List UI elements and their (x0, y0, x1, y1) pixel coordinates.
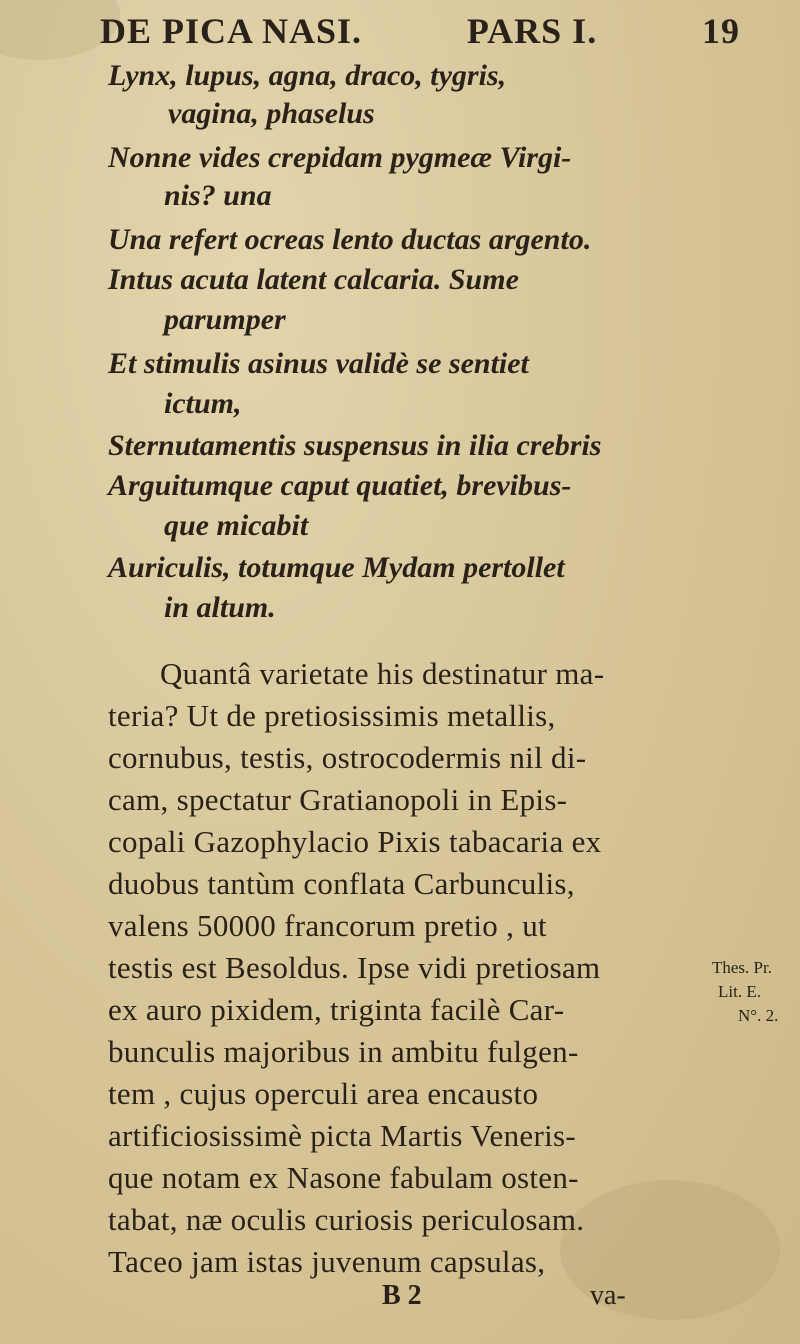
margin-note: Lit. E. (718, 982, 761, 1001)
running-title: DE PICA NASI. (100, 11, 363, 51)
prose-line: duobus tantùm conflata Carbunculis, (108, 866, 575, 901)
verse-line: Lynx, lupus, agna, draco, tygris, (108, 59, 507, 92)
verse-line: Una refert ocreas lento ductas argento. (108, 223, 592, 256)
signature-mark: B 2 (382, 1280, 422, 1311)
margin-note: Thes. Pr. (712, 958, 772, 977)
verse-line: vagina, phaselus (168, 97, 375, 130)
verse-line: Nonne vides crepidam pygmeæ Virgi- (108, 141, 572, 174)
verse-line: Arguitumque caput quatiet, brevibus- (108, 469, 572, 502)
prose-line: cam, spectatur Gratianopoli in Epis- (108, 782, 568, 817)
prose-line: ex auro pixidem, triginta facilè Car- (108, 992, 565, 1027)
verse-line: in altum. (164, 591, 276, 624)
verse-line: parumper (164, 303, 286, 336)
prose-line: bunculis majoribus in ambitu fulgen- (108, 1034, 579, 1069)
verse-line: nis? una (164, 179, 272, 212)
prose-line: testis est Besoldus. Ipse vidi pretiosam (108, 950, 601, 985)
verse-line: ictum, (164, 387, 242, 420)
prose-line: Taceo jam istas juvenum capsulas, (108, 1244, 546, 1279)
prose-line: tem , cujus operculi area encausto (108, 1076, 539, 1111)
prose-line: teria? Ut de pretiosissimis metallis, (108, 698, 556, 733)
verse-line: que micabit (164, 509, 309, 542)
prose-line: valens 50000 francorum pretio , ut (108, 908, 547, 943)
verse-line: Intus acuta latent calcaria. Sume (108, 263, 519, 296)
prose-line: artificiosissimè picta Martis Veneris- (108, 1118, 576, 1153)
verse-line: Et stimulis asinus validè se sentiet (108, 347, 529, 380)
page-number: 19 (702, 11, 740, 51)
prose-line: cornubus, testis, ostrocodermis nil di- (108, 740, 587, 775)
prose-line: copali Gazophylacio Pixis tabacaria ex (108, 824, 602, 859)
prose-line: Quantâ varietate his destinatur ma- (160, 656, 605, 691)
part-label: PARS I. (466, 11, 598, 51)
prose-line: tabat, næ oculis curiosis periculosam. (108, 1202, 585, 1237)
verse-line: Sternutamentis suspensus in ilia crebris (108, 429, 602, 462)
margin-note: N°. 2. (738, 1006, 779, 1025)
verse-line: Auriculis, totumque Mydam pertollet (108, 551, 565, 584)
catchword: va- (590, 1280, 626, 1311)
prose-line: que notam ex Nasone fabulam osten- (108, 1160, 579, 1195)
running-header (100, 10, 740, 52)
